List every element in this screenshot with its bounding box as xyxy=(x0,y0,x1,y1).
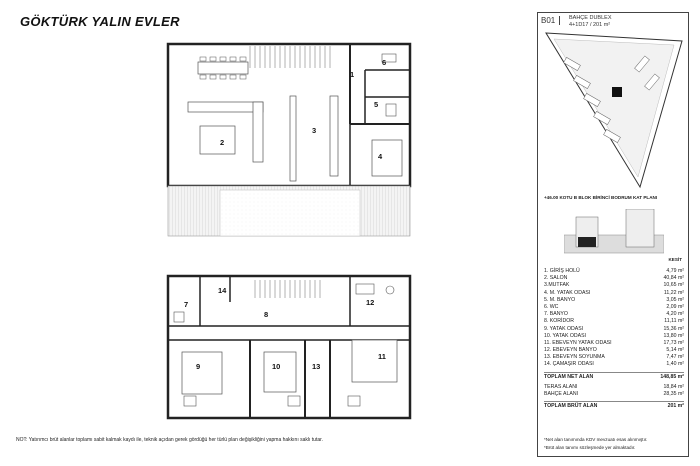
table-row: 12. EBEVEYN BANYO 5,14 m² xyxy=(544,347,684,354)
note-gross-area: *Brüt alan tanımı sözleşmede yer almaktadır. xyxy=(544,445,636,450)
table-row: 8. KORİDOR 11,11 m² xyxy=(544,318,684,325)
floor-plans xyxy=(160,40,420,440)
unit-location-marker xyxy=(612,87,622,97)
room-label-13: 13 xyxy=(312,362,321,371)
total-gross-row: TOPLAM BRÜT ALAN 201 m² xyxy=(544,403,684,409)
unit-info-panel xyxy=(537,12,689,457)
section-label: KESİT xyxy=(668,257,682,262)
table-row: 1. GİRİŞ HOLÜ 4,79 m² xyxy=(544,268,684,274)
table-row: 7. BANYO 4,20 m² xyxy=(544,311,684,318)
room-label-9: 9 xyxy=(196,362,201,371)
table-row: 9. YATAK ODASI 15,36 m² xyxy=(544,325,684,332)
room-label-7: 7 xyxy=(184,300,189,309)
table-row: 4. M. YATAK ODASI 11,22 m² xyxy=(544,289,684,296)
room-label-4: 4 xyxy=(378,152,383,161)
room-label-3: 3 xyxy=(312,126,317,135)
table-row: 6. WC 2,09 m² xyxy=(544,303,684,310)
note-net-area: *Net alan tanımında KDV mevzuatı esas alınmıştır. xyxy=(544,437,648,442)
table-row: 14. ÇAMAŞIR ODASI 1,40 m² xyxy=(544,361,684,368)
disclaimer-footnote: NOT: Yatırımcı brüt alanlar toplamı sabit kalmak kaydı ile, teknik açıdan gerek gördüğü her türlü plan değişikliğini yapma hakkını saklı tutar. xyxy=(16,437,323,443)
unit-type-line2: 4+1D17 / 201 m² xyxy=(569,22,611,28)
section-diagram xyxy=(564,209,664,257)
table-row: 11. EBEVEYN YATAK ODASI 17,73 m² xyxy=(544,339,684,346)
room-label-1: 1 xyxy=(350,70,355,79)
table-row: 5. M. BANYO 3,05 m² xyxy=(544,296,684,303)
room-label-2: 2 xyxy=(220,138,225,147)
page-title: GÖKTÜRK YALIN EVLER xyxy=(20,14,180,29)
unit-code: B01 xyxy=(541,16,560,25)
room-label-11: 11 xyxy=(378,352,386,361)
unit-type-line1: BAHÇE DUBLEX xyxy=(569,15,612,21)
room-label-14: 14 xyxy=(218,286,227,295)
table-row: 2. SALON 40,84 m² xyxy=(544,275,684,282)
room-label-6: 6 xyxy=(382,58,387,67)
terrace-row: TERAS ALANI 18,84 m² xyxy=(544,383,684,390)
room-label-5: 5 xyxy=(374,100,379,109)
table-row: 13. EBEVEYN SOYUNMA 7,47 m² xyxy=(544,354,684,361)
room-label-10: 10 xyxy=(272,362,281,371)
table-row: 3.MUTFAK 10,65 m² xyxy=(544,282,684,289)
floor-plan-drawing xyxy=(160,40,420,440)
room-area-table xyxy=(544,268,684,410)
garden-row: BAHÇE ALANI 28,35 m² xyxy=(544,390,684,397)
total-net-row: TOPLAM NET ALAN 148,85 m² xyxy=(544,373,684,380)
table-row: 10. YATAK ODASI 13,80 m² xyxy=(544,332,684,339)
site-map xyxy=(544,31,684,191)
floor-caption: +46.00 KOTU B BLOK BİRİNCİ BODRUM KAT PLANI xyxy=(544,195,658,200)
unit-type xyxy=(569,15,612,29)
room-label-12: 12 xyxy=(366,298,375,307)
room-label-8: 8 xyxy=(264,310,269,319)
